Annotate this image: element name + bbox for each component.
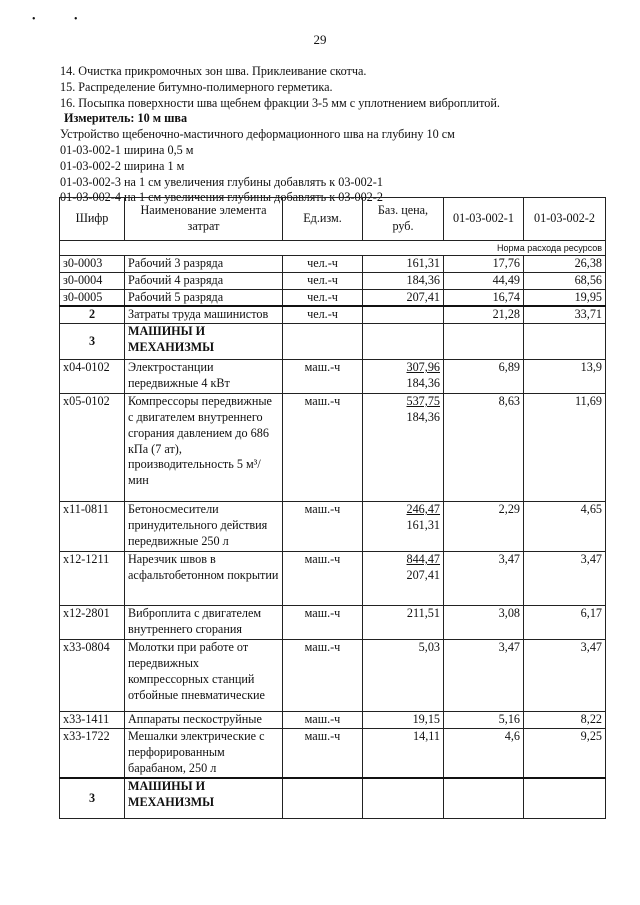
row-name: Электростанции передвижные 4 кВт: [125, 360, 283, 394]
row-name: Компрессоры передвижные с двигателем внутреннего сгорания давлением до 686 кПа (7 ат), производительность 5 м³/мин: [125, 394, 283, 502]
table-row: [60, 289, 606, 306]
row-name: Рабочий 3 разряда: [125, 256, 283, 273]
row-unit: маш.-ч: [283, 606, 363, 640]
row-code: 3: [60, 324, 125, 360]
row-value-1: 3,47: [444, 640, 524, 712]
step-14: 14. Очистка прикромочных зон шва. Приклеивание скотча.: [60, 64, 367, 78]
row-price: [363, 394, 444, 502]
row-code: 2: [60, 306, 125, 323]
row-unit: маш.-ч: [283, 394, 363, 502]
intro-text: [60, 64, 620, 206]
row-value-2: 4,65: [524, 502, 606, 552]
row-value-2: 8,22: [524, 712, 606, 729]
row-code: х12-1211: [60, 552, 125, 606]
step-15: 15. Распределение битумно-полимерного герметика.: [60, 79, 333, 94]
row-value-2: 33,71: [524, 306, 606, 323]
row-value-2: 6,17: [524, 606, 606, 640]
table-body: [60, 256, 606, 819]
step-16: 16. Посыпка поверхности шва щебнем фракции 3-5 мм с уплотнением виброплитой.: [60, 95, 500, 110]
row-name: Аппараты пескоструйные: [125, 712, 283, 729]
row-unit: чел.-ч: [283, 256, 363, 273]
header-row: [60, 198, 606, 241]
price-base: 211,51: [406, 606, 440, 621]
row-name: Мешалки электрические с перфорированным барабаном, 250 л: [125, 728, 283, 778]
row-price: [363, 360, 444, 394]
table-row: [60, 606, 606, 640]
row-code: з0-0005: [60, 289, 125, 306]
row-code: х33-0804: [60, 640, 125, 712]
row-value-1: 44,49: [444, 272, 524, 289]
header-unit: Ед.изм.: [283, 198, 363, 241]
table-row: [60, 640, 606, 712]
row-value-1: 6,89: [444, 360, 524, 394]
row-code: х04-0102: [60, 360, 125, 394]
row-price: [363, 256, 444, 273]
row-code: з0-0004: [60, 272, 125, 289]
row-unit: маш.-ч: [283, 712, 363, 729]
price-base: 207,41: [406, 289, 440, 304]
row-name: МАШИНЫ И МЕХАНИЗМЫ: [125, 324, 283, 360]
row-code: х05-0102: [60, 394, 125, 502]
row-value-1: 3,08: [444, 606, 524, 640]
table-row: [60, 712, 606, 729]
row-name: Бетоносмесители принудительного действия передвижные 250 л: [125, 502, 283, 552]
row-value-2: 26,38: [524, 256, 606, 273]
row-unit: чел.-ч: [283, 272, 363, 289]
row-price: [363, 502, 444, 552]
row-value-1: [444, 324, 524, 360]
row-name: Нарезчик швов в асфальтобетонном покрытии: [125, 552, 283, 606]
row-value-1: 5,16: [444, 712, 524, 729]
row-value-1: 4,6: [444, 728, 524, 778]
row-value-2: 3,47: [524, 552, 606, 606]
norm-label: Норма расхода ресурсов: [60, 241, 606, 256]
table-row: [60, 778, 606, 818]
row-unit: [283, 778, 363, 818]
row-unit: маш.-ч: [283, 728, 363, 778]
row-price: [363, 728, 444, 778]
variant-1: 01-03-002-1 ширина 0,5 м: [60, 142, 194, 157]
row-unit: маш.-ч: [283, 552, 363, 606]
row-price: [363, 306, 444, 323]
header-col2: 01-03-002-2: [524, 198, 606, 241]
price-base: 307,96: [406, 360, 440, 375]
price-wage: 184,36: [406, 375, 440, 390]
header-col1: 01-03-002-1: [444, 198, 524, 241]
row-name: Рабочий 4 разряда: [125, 272, 283, 289]
resource-table: [59, 197, 606, 819]
meter-label: Измеритель: 10 м шва: [64, 111, 188, 126]
table-row: [60, 306, 606, 323]
row-name: Молотки при работе от передвижных компрессорных станций отбойные пневматические: [125, 640, 283, 712]
scan-marks: • •: [32, 14, 96, 25]
table-row: [60, 552, 606, 606]
row-unit: маш.-ч: [283, 502, 363, 552]
header-name: Наименование элемента затрат: [125, 198, 283, 241]
table-row: [60, 502, 606, 552]
row-name: Затраты труда машинистов: [125, 306, 283, 323]
variant-3: 01-03-002-3 на 1 см увеличения глубины добавлять к 03-002-1: [60, 174, 383, 189]
price-base: 844,47: [406, 552, 440, 567]
row-value-2: 68,56: [524, 272, 606, 289]
row-price: [363, 552, 444, 606]
row-code: х33-1722: [60, 728, 125, 778]
row-value-2: 11,69: [524, 394, 606, 502]
row-price: [363, 778, 444, 818]
table-row: [60, 324, 606, 360]
price-base: 19,15: [412, 712, 440, 727]
row-price: [363, 640, 444, 712]
table-row: [60, 256, 606, 273]
row-name: Виброплита с двигателем внутреннего сгорания: [125, 606, 283, 640]
table-row: [60, 272, 606, 289]
row-value-1: 21,28: [444, 306, 524, 323]
row-value-1: [444, 778, 524, 818]
price-wage: 161,31: [406, 517, 440, 532]
price-base: 14,11: [413, 728, 440, 743]
section-title: Устройство щебеночно-мастичного деформационного шва на глубину 10 см: [60, 127, 455, 142]
price-base: 184,36: [406, 272, 440, 287]
norm-row: [60, 241, 606, 256]
row-code: 3: [60, 778, 125, 818]
row-unit: маш.-ч: [283, 360, 363, 394]
row-value-2: 9,25: [524, 728, 606, 778]
table-row: [60, 360, 606, 394]
header-price: Баз. цена, руб.: [363, 198, 444, 241]
variant-4: 01-03-002-4 на 1 см увеличения глубины добавлять к 03-002-2: [60, 190, 383, 205]
row-name: Рабочий 5 разряда: [125, 289, 283, 306]
row-price: [363, 289, 444, 306]
row-value-2: 3,47: [524, 640, 606, 712]
row-value-2: 19,95: [524, 289, 606, 306]
row-unit: чел.-ч: [283, 306, 363, 323]
row-unit: маш.-ч: [283, 640, 363, 712]
row-value-1: 8,63: [444, 394, 524, 502]
price-base: 161,31: [406, 256, 440, 270]
row-value-1: 16,74: [444, 289, 524, 306]
row-price: [363, 324, 444, 360]
row-value-1: 2,29: [444, 502, 524, 552]
row-unit: чел.-ч: [283, 289, 363, 306]
row-value-1: 3,47: [444, 552, 524, 606]
price-wage: 184,36: [406, 409, 440, 424]
row-price: [363, 712, 444, 729]
row-unit: [283, 324, 363, 360]
header-code: Шифр: [60, 198, 125, 241]
row-value-2: [524, 778, 606, 818]
row-code: х11-0811: [60, 502, 125, 552]
price-base: 246,47: [406, 502, 440, 517]
row-name: МАШИНЫ И МЕХАНИЗМЫ: [125, 778, 283, 818]
row-value-1: 17,76: [444, 256, 524, 273]
price-base: 537,75: [406, 394, 440, 409]
row-value-2: 13,9: [524, 360, 606, 394]
row-code: х33-1411: [60, 712, 125, 729]
row-value-2: [524, 324, 606, 360]
page-number: 29: [313, 32, 327, 47]
row-code: з0-0003: [60, 256, 125, 273]
price-base: 5,03: [418, 640, 440, 655]
price-wage: 207,41: [406, 567, 440, 582]
row-price: [363, 606, 444, 640]
row-price: [363, 272, 444, 289]
row-code: х12-2801: [60, 606, 125, 640]
variant-2: 01-03-002-2 ширина 1 м: [60, 158, 185, 173]
table-row: [60, 728, 606, 778]
table-row: [60, 394, 606, 502]
